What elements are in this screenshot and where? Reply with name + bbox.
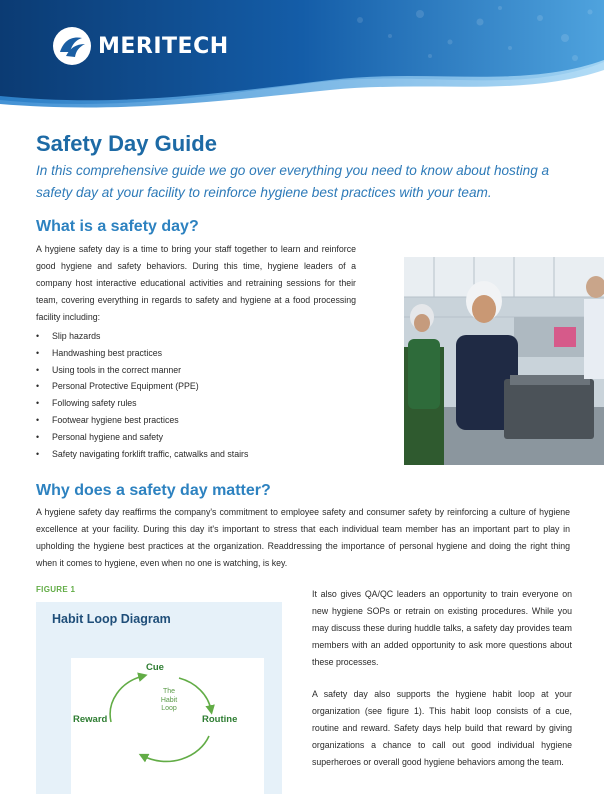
loop-center-line: Habit [160, 696, 178, 704]
list-item: • Personal Protective Equipment (PPE) [36, 378, 376, 395]
list-item: • Safety navigating forklift traffic, catwalks and stairs [36, 446, 376, 463]
figure-title: Habit Loop Diagram [52, 612, 171, 626]
habit-loop-figure [36, 602, 282, 794]
photo-illustration [404, 257, 604, 465]
list-item-text: Personal hygiene and safety [52, 431, 164, 442]
page-subtitle: In this comprehensive guide we go over everything you need to know about hosting a safety day at your facility to reinforce hygiene best practices with your team. [36, 163, 550, 200]
habit-loop-arrows [71, 658, 264, 794]
list-item-text: Following safety rules [52, 398, 137, 409]
section2-paragraph-2: It also gives QA/QC leaders an opportunity to train everyone on new hygiene SOPs or retrain on existing procedures. While you may discuss these during huddle talks, a safety day provides team members with an added opportunity to ask more questions about these processes. [312, 589, 572, 667]
section2-paragraph: A hygiene safety day reaffirms the company's commitment to employee safety and consumer safety by reinforcing a culture of hygiene excellence at your facility. During this day it's important to stress that each individual team member has an important part to play in upholding the hygiene best practices at the organization. Readdressing the importance of personal hygiene and doing the right thing when it comes to hygiene, even when no one is watching, is key. [36, 507, 570, 568]
loop-routine-label: Routine [202, 714, 238, 725]
section-heading-why-matter: Why does a safety day matter? [36, 482, 271, 499]
meritech-logo [52, 26, 229, 66]
list-item: • Following safety rules [36, 395, 376, 412]
section2-paragraph-3: A safety day also supports the hygiene habit loop at your organization (see figure 1). This habit loop consists of a cue, routine and reward. Safety days help build that reward by giving organizations a chance to call out good individual hygiene superheroes or overall good hygiene behaviors among the team. [312, 689, 572, 767]
loop-center-line: Loop [161, 705, 177, 712]
list-item: • Slip hazards [36, 328, 376, 345]
section1-paragraph: A hygiene safety day is a time to bring your staff together to learn and reinforce good hygiene and safety behaviors. During this time, hygiene leaders of a company host interactive educational activities and retraining sessions for their team, covering everything in regards to safety and hygiene at a food processing facility including: [36, 244, 356, 322]
list-item-text: Safety navigating forklift traffic, catwalks and stairs [52, 448, 249, 459]
workers-photo [404, 257, 604, 465]
figure-label: FIGURE 1 [36, 585, 76, 594]
section-heading-what-is: What is a safety day? [36, 218, 199, 235]
list-item: • Footwear hygiene best practices [36, 412, 376, 429]
loop-center-text [147, 688, 191, 714]
habit-loop-diagram [71, 658, 264, 794]
list-item-text: Using tools in the correct manner [52, 364, 182, 375]
bullet-list [36, 328, 376, 462]
header-banner [0, 0, 604, 110]
list-item-text: Footwear hygiene best practices [52, 414, 179, 425]
list-item: • Personal hygiene and safety [36, 429, 376, 446]
list-item-text: Handwashing best practices [52, 347, 163, 358]
list-item-text: Personal Protective Equipment (PPE) [52, 381, 199, 392]
loop-reward-label: Reward [73, 714, 108, 725]
loop-center-line: The [162, 688, 176, 695]
list-item: • Handwashing best practices [36, 345, 376, 362]
list-item: • Using tools in the correct manner [36, 362, 376, 379]
meritech-logo-icon [52, 26, 92, 66]
page-title: Safety Day Guide [36, 131, 217, 156]
list-item-text: Slip hazards [52, 331, 101, 341]
brand-name: MERITECH [98, 33, 229, 59]
loop-cue-label: Cue [146, 662, 164, 673]
